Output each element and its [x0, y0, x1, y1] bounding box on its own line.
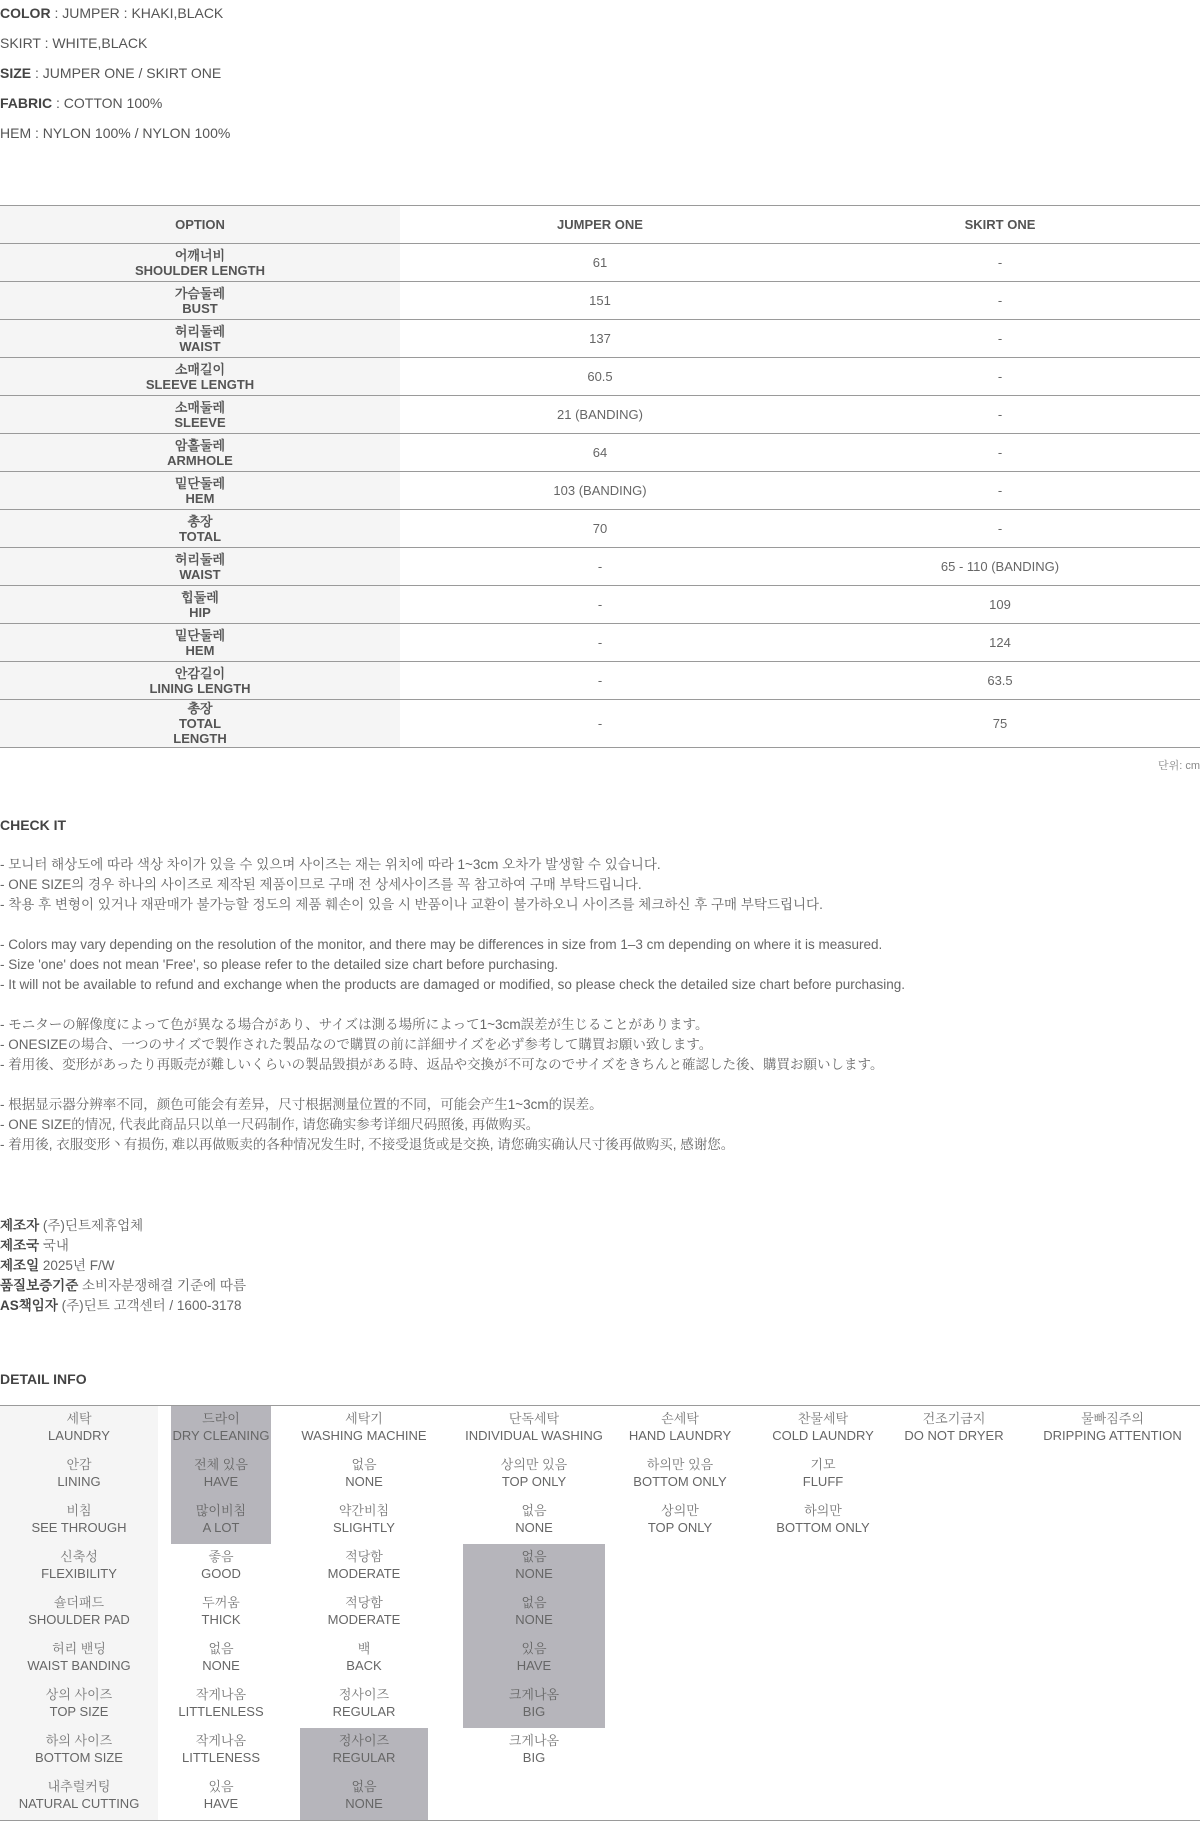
option-label [0, 358, 400, 396]
notice-line: - 착용 후 변형이 있거나 재판매가 불가능할 정도의 제품 훼손이 있을 시 반품이나 교환이 불가하오니 사이즈를 체크하신 후 구매 부탁드립니다. [0, 897, 823, 912]
skirt-value: - [800, 472, 1200, 510]
detail-text-ko: 백 [357, 1641, 371, 1656]
notice-line: - 着用後、変形があったり再販売が難しいくらいの製品毀損がある時、返品や交換が不可なのでサイズをきちんと確認した後、購買お願いします。 [0, 1057, 884, 1072]
detail-text-ko: 건조기금지 [922, 1411, 986, 1426]
maker-value: (주)딘트 고객센터 / 1600-3178 [57, 1298, 242, 1313]
detail-option [763, 1498, 883, 1544]
detail-text-ko: 안감 [66, 1457, 92, 1472]
spec-fabric: FABRIC : COTTON 100% [0, 95, 163, 111]
jumper-value: 151 [400, 282, 800, 320]
size-table-header [0, 206, 1200, 244]
jumper-value: 137 [400, 320, 800, 358]
detail-text-en: LITTLENESS [181, 1750, 261, 1765]
maker-line [0, 1216, 1200, 1236]
detail-row [0, 1406, 1200, 1452]
detail-text-en: WASHING MACHINE [301, 1428, 427, 1443]
detail-text-ko: 하의 사이즈 [45, 1733, 113, 1748]
detail-option [171, 1590, 271, 1636]
notice-line: - ONESIZEの場合、一つのサイズで製作された製品なので購買の前に詳細サイズを必ず参考して購買お願い致します。 [0, 1037, 713, 1052]
option-label-en: ARMHOLE [167, 452, 233, 468]
option-label [0, 510, 400, 548]
option-label-ko: 밑단둘레 [174, 475, 226, 491]
detail-text-ko: 좋음 [208, 1549, 234, 1564]
notice-line: - It will not be available to refund and exchange when the products are damaged or modified, so please check the detailed size chart before purchasing. [0, 977, 906, 992]
detail-text-en: HAND LAUNDRY [628, 1428, 732, 1443]
option-label [0, 662, 400, 700]
detail-text-en: HAVE [203, 1796, 239, 1811]
table-row [0, 624, 1200, 662]
detail-text-ko: 허리 밴딩 [52, 1641, 106, 1656]
detail-option [171, 1636, 271, 1682]
table-row [0, 586, 1200, 624]
jumper-value: - [400, 548, 800, 586]
jumper-value: 61 [400, 244, 800, 282]
check-title: CHECK IT [0, 817, 67, 833]
maker-line [0, 1296, 1200, 1316]
option-label-ko: 총장 [187, 701, 213, 716]
detail-option [300, 1544, 428, 1590]
option-label [0, 434, 400, 472]
detail-text-en: BOTTOM SIZE [35, 1750, 123, 1765]
detail-text-en: DRY CLEANING [172, 1428, 270, 1443]
detail-text-en: REGULAR [332, 1704, 396, 1719]
detail-text-en: LITTLENLESS [178, 1704, 264, 1719]
detail-label [0, 1544, 158, 1590]
detail-text-en: SEE THROUGH [31, 1520, 127, 1535]
option-label-ko: 가슴둘레 [174, 285, 226, 301]
table-row [0, 434, 1200, 472]
detail-text-en: NONE [515, 1612, 553, 1627]
detail-title: DETAIL INFO [0, 1371, 87, 1387]
spec-list [0, 0, 1200, 150]
detail-text-ko: 하의만 있음 [646, 1457, 714, 1472]
detail-text-en: BIG [522, 1704, 546, 1719]
detail-text-en: WAIST BANDING [27, 1658, 131, 1673]
detail-text-ko: 정사이즈 [338, 1687, 390, 1702]
detail-text-en: SLIGHTLY [333, 1520, 395, 1535]
option-label [0, 472, 400, 510]
jumper-value: 70 [400, 510, 800, 548]
maker-line [0, 1256, 1200, 1276]
detail-text-ko: 세탁기 [345, 1411, 383, 1426]
detail-text-en: BACK [346, 1658, 382, 1673]
option-label-ko: 암홀둘레 [174, 437, 226, 453]
detail-option [763, 1452, 883, 1498]
detail-label [0, 1682, 158, 1728]
skirt-value: 75 [800, 700, 1200, 748]
detail-option [171, 1774, 271, 1820]
detail-text-ko: 상의만 있음 [500, 1457, 568, 1472]
detail-option-selected [300, 1774, 428, 1820]
option-label-ko: 허리둘레 [174, 551, 226, 567]
option-label-ko: 힙둘레 [181, 589, 219, 605]
detail-text-en: DO NOT DRYER [904, 1428, 1004, 1443]
notice-line: - 根据显示器分辨率不同，颜色可能会有差异，尺寸根据测量位置的不同，可能会产生1~3cm的误差。 [0, 1097, 603, 1112]
option-label [0, 586, 400, 624]
spec-size: SIZE : JUMPER ONE / SKIRT ONE [0, 65, 222, 81]
jumper-value: - [400, 586, 800, 624]
maker-label: 제조자 [0, 1218, 40, 1233]
detail-label [0, 1590, 158, 1636]
detail-option [605, 1452, 755, 1498]
header-jumper: JUMPER ONE [400, 206, 800, 244]
option-label-en: SLEEVE [174, 414, 226, 430]
detail-text-ko: 내추럴커팅 [47, 1779, 111, 1794]
notice-line: - ONE SIZE的情况, 代表此商品只以单一尺码制作, 请您确实参考详细尺码照後, 再做购买。 [0, 1117, 540, 1132]
detail-text-en: NONE [345, 1474, 383, 1489]
detail-option-selected [463, 1636, 605, 1682]
detail-option-selected [463, 1544, 605, 1590]
detail-row [0, 1590, 1200, 1636]
detail-text-ko: 있음 [208, 1779, 234, 1794]
jumper-value: 60.5 [400, 358, 800, 396]
detail-option [300, 1406, 428, 1452]
option-label-ko: 허리둘레 [174, 323, 226, 339]
spec-hem-fabric: HEM : NYLON 100% / NYLON 100% [0, 125, 231, 141]
detail-label [0, 1728, 158, 1774]
option-label [0, 244, 400, 282]
detail-text-ko: 있음 [521, 1641, 547, 1656]
skirt-value: - [800, 320, 1200, 358]
detail-row [0, 1774, 1200, 1820]
detail-option [171, 1544, 271, 1590]
maker-line [0, 1236, 1200, 1256]
detail-row [0, 1452, 1200, 1498]
maker-label: 제조일 [0, 1258, 40, 1273]
detail-option [171, 1728, 271, 1774]
detail-text-en: NONE [345, 1796, 383, 1811]
option-label [0, 624, 400, 662]
detail-row [0, 1544, 1200, 1590]
detail-text-ko: 숄더패드 [53, 1595, 105, 1610]
option-label [0, 548, 400, 586]
detail-text-ko: 없음 [521, 1549, 547, 1564]
detail-label [0, 1636, 158, 1682]
detail-option [171, 1682, 271, 1728]
detail-text-ko: 상의만 [661, 1503, 699, 1518]
option-label-en: SLEEVE LENGTH [145, 376, 255, 392]
detail-option-selected [463, 1590, 605, 1636]
detail-option [463, 1452, 605, 1498]
detail-option [300, 1498, 428, 1544]
detail-text-en: MODERATE [327, 1566, 401, 1581]
maker-label: 품질보증기준 [0, 1278, 79, 1293]
notice-paragraph [0, 935, 1200, 995]
skirt-value: - [800, 282, 1200, 320]
skirt-value: 63.5 [800, 662, 1200, 700]
detail-text-en: INDIVIDUAL WASHING [465, 1428, 603, 1443]
skirt-value: - [800, 396, 1200, 434]
maker-value: 소비자분쟁해결 기준에 따름 [78, 1278, 246, 1293]
table-row [0, 510, 1200, 548]
detail-text-ko: 드라이 [202, 1411, 240, 1426]
detail-option [300, 1636, 428, 1682]
detail-text-ko: 없음 [208, 1641, 234, 1656]
detail-row [0, 1728, 1200, 1774]
detail-option-selected [171, 1452, 271, 1498]
unit-label: 단위: cm [1157, 760, 1200, 772]
table-row [0, 472, 1200, 510]
option-label-ko: 소매둘레 [174, 399, 226, 415]
detail-text-en: BOTTOM ONLY [633, 1474, 727, 1489]
detail-text-ko: 기모 [810, 1457, 836, 1472]
detail-text-ko: 두꺼움 [202, 1595, 240, 1610]
detail-text-ko: 적당함 [345, 1549, 383, 1564]
detail-option [463, 1498, 605, 1544]
detail-text-ko: 전체 있음 [194, 1457, 248, 1472]
detail-option [463, 1406, 605, 1452]
spec-color: COLOR : JUMPER : KHAKI,BLACK [0, 5, 224, 21]
option-label-ko: 어깨너비 [174, 247, 226, 263]
option-label [0, 396, 400, 434]
detail-text-en: NONE [515, 1520, 553, 1535]
detail-option [300, 1682, 428, 1728]
detail-text-en: A LOT [202, 1520, 240, 1535]
detail-text-en: HAVE [203, 1474, 239, 1489]
detail-text-en: REGULAR [332, 1750, 396, 1765]
detail-option-selected [171, 1406, 271, 1452]
jumper-value: - [400, 624, 800, 662]
detail-text-en: GOOD [201, 1566, 241, 1581]
detail-text-en: LAUNDRY [48, 1428, 110, 1443]
table-row [0, 282, 1200, 320]
detail-option [605, 1498, 755, 1544]
option-label-ko: 소매길이 [174, 361, 226, 377]
detail-text-en: DRIPPING ATTENTION [1043, 1428, 1182, 1443]
skirt-value: 65 - 110 (BANDING) [800, 548, 1200, 586]
detail-label [0, 1498, 158, 1544]
detail-text-en: LINING [57, 1474, 101, 1489]
option-label-en: SHOULDER LENGTH [135, 262, 265, 278]
detail-label [0, 1452, 158, 1498]
spec-skirt-color: SKIRT : WHITE,BLACK [0, 35, 148, 51]
skirt-value: - [800, 358, 1200, 396]
detail-option [605, 1406, 755, 1452]
detail-option [883, 1406, 1025, 1452]
detail-option-selected [300, 1728, 428, 1774]
jumper-value: 103 (BANDING) [400, 472, 800, 510]
maker-label: AS책임자 [0, 1298, 58, 1313]
detail-text-ko: 하의만 [804, 1503, 842, 1518]
option-label-en: HEM [185, 642, 215, 658]
skirt-value: - [800, 510, 1200, 548]
notice-line: - ONE SIZE의 경우 하나의 사이즈로 제작된 제품이므로 구매 전 상세사이즈를 꼭 참고하여 구매 부탁드립니다. [0, 877, 642, 892]
maker-line [0, 1276, 1200, 1296]
detail-text-ko: 신축성 [60, 1549, 98, 1564]
option-label-en: TOTAL [178, 528, 222, 544]
detail-text-en: FLUFF [802, 1474, 844, 1489]
detail-text-ko: 세탁 [66, 1411, 92, 1426]
detail-text-ko: 없음 [521, 1595, 547, 1610]
detail-text-ko: 없음 [351, 1457, 377, 1472]
option-label-ko: 밑단둘레 [174, 627, 226, 643]
notice-line: - Colors may vary depending on the resolution of the monitor, and there may be differences in size from 1–3 cm depending on where it is measured. [0, 937, 883, 952]
detail-text-ko: 크게나옴 [508, 1687, 560, 1702]
skirt-value: - [800, 244, 1200, 282]
option-label [0, 320, 400, 358]
detail-text-en: FLEXIBILITY [41, 1566, 117, 1581]
detail-text-ko: 정사이즈 [338, 1733, 390, 1748]
maker-value: (주)딘트제휴업체 [39, 1218, 144, 1233]
notice-line: - モニターの解像度によって色が異なる場合があり、サイズは測る場所によって1~3cm誤差が生じることがあります。 [0, 1017, 709, 1032]
notice-paragraph [0, 855, 1200, 915]
detail-text-en: NONE [202, 1658, 240, 1673]
detail-text-ko: 작게나옴 [195, 1687, 247, 1702]
detail-option [300, 1452, 428, 1498]
detail-text-en: MODERATE [327, 1612, 401, 1627]
table-row [0, 358, 1200, 396]
detail-row [0, 1682, 1200, 1728]
detail-row [0, 1636, 1200, 1682]
detail-text-ko: 찬물세탁 [797, 1411, 849, 1426]
option-label-en: LINING LENGTH [149, 680, 251, 696]
notice-line: - 着用後, 衣服变形丶有损伤, 难以再做贩卖的各种情况发生时, 不接受退货或是交换, 请您确实确认尺寸後再做购买, 感谢您。 [0, 1137, 735, 1152]
detail-row [0, 1498, 1200, 1544]
detail-option-selected [463, 1682, 605, 1728]
notice-line: - Size 'one' does not mean 'Free', so please refer to the detailed size chart before purchasing. [0, 957, 559, 972]
detail-text-ko: 단독세탁 [508, 1411, 560, 1426]
detail-text-en: BIG [522, 1750, 546, 1765]
option-label-ko: 안감길이 [174, 665, 226, 681]
detail-text-en: HAVE [516, 1658, 552, 1673]
option-label-en: HIP [189, 604, 211, 620]
option-label-en: WAIST [179, 566, 221, 582]
detail-text-en: TOP ONLY [501, 1474, 567, 1489]
skirt-value: 109 [800, 586, 1200, 624]
option-label [0, 282, 400, 320]
skirt-value: - [800, 434, 1200, 472]
detail-text-en: SHOULDER PAD [28, 1612, 130, 1627]
maker-value: 국내 [39, 1238, 69, 1253]
maker-value: 2025년 F/W [39, 1258, 115, 1273]
header-option: OPTION [0, 206, 400, 244]
detail-info-grid [0, 1405, 1200, 1822]
detail-label [0, 1774, 158, 1820]
detail-option [1025, 1406, 1200, 1452]
table-row [0, 662, 1200, 700]
detail-text-en: TOP SIZE [49, 1704, 109, 1719]
detail-text-ko: 비침 [66, 1503, 92, 1518]
detail-label [0, 1406, 158, 1452]
detail-text-ko: 크게나옴 [508, 1733, 560, 1748]
option-label-ko: 총장 [187, 513, 213, 529]
notice-paragraph [0, 1015, 1200, 1075]
detail-option [763, 1406, 883, 1452]
option-label-en: WAIST [179, 338, 221, 354]
option-label [0, 700, 400, 748]
detail-text-ko: 없음 [521, 1503, 547, 1518]
detail-text-ko: 상의 사이즈 [45, 1687, 113, 1702]
notice-paragraph [0, 1095, 1200, 1155]
jumper-value: - [400, 700, 800, 748]
detail-text-ko: 적당함 [345, 1595, 383, 1610]
detail-text-en: BOTTOM ONLY [776, 1520, 870, 1535]
option-label-en: HEM [185, 490, 215, 506]
option-label-en: BUST [182, 300, 218, 316]
detail-text-en: THICK [201, 1612, 241, 1627]
detail-text-en: NATURAL CUTTING [18, 1796, 140, 1811]
detail-option [463, 1728, 605, 1774]
jumper-value: - [400, 662, 800, 700]
detail-text-ko: 작게나옴 [195, 1733, 247, 1748]
jumper-value: 21 (BANDING) [400, 396, 800, 434]
size-table [0, 205, 1200, 748]
detail-text-en: COLD LAUNDRY [772, 1428, 874, 1443]
jumper-value: 64 [400, 434, 800, 472]
maker-info [0, 1216, 1200, 1316]
table-row [0, 244, 1200, 282]
table-row [0, 700, 1200, 748]
check-notes [0, 855, 1200, 1175]
detail-option [300, 1590, 428, 1636]
detail-text-ko: 많이비침 [195, 1503, 247, 1518]
detail-text-ko: 물빠짐주의 [1081, 1411, 1144, 1426]
table-row [0, 396, 1200, 434]
option-label-en: TOTAL LENGTH [173, 716, 227, 746]
detail-option-selected [171, 1498, 271, 1544]
detail-text-ko: 없음 [351, 1779, 377, 1794]
detail-text-en: TOP ONLY [647, 1520, 713, 1535]
notice-line: - 모니터 해상도에 따라 색상 차이가 있을 수 있으며 사이즈는 재는 위치에 따라 1~3cm 오차가 발생할 수 있습니다. [0, 857, 661, 872]
table-row [0, 548, 1200, 586]
maker-label: 제조국 [0, 1238, 40, 1253]
skirt-value: 124 [800, 624, 1200, 662]
detail-text-en: NONE [515, 1566, 553, 1581]
detail-text-ko: 손세탁 [661, 1411, 699, 1426]
header-skirt: SKIRT ONE [800, 206, 1200, 244]
table-row [0, 320, 1200, 358]
detail-text-ko: 약간비침 [338, 1503, 390, 1518]
